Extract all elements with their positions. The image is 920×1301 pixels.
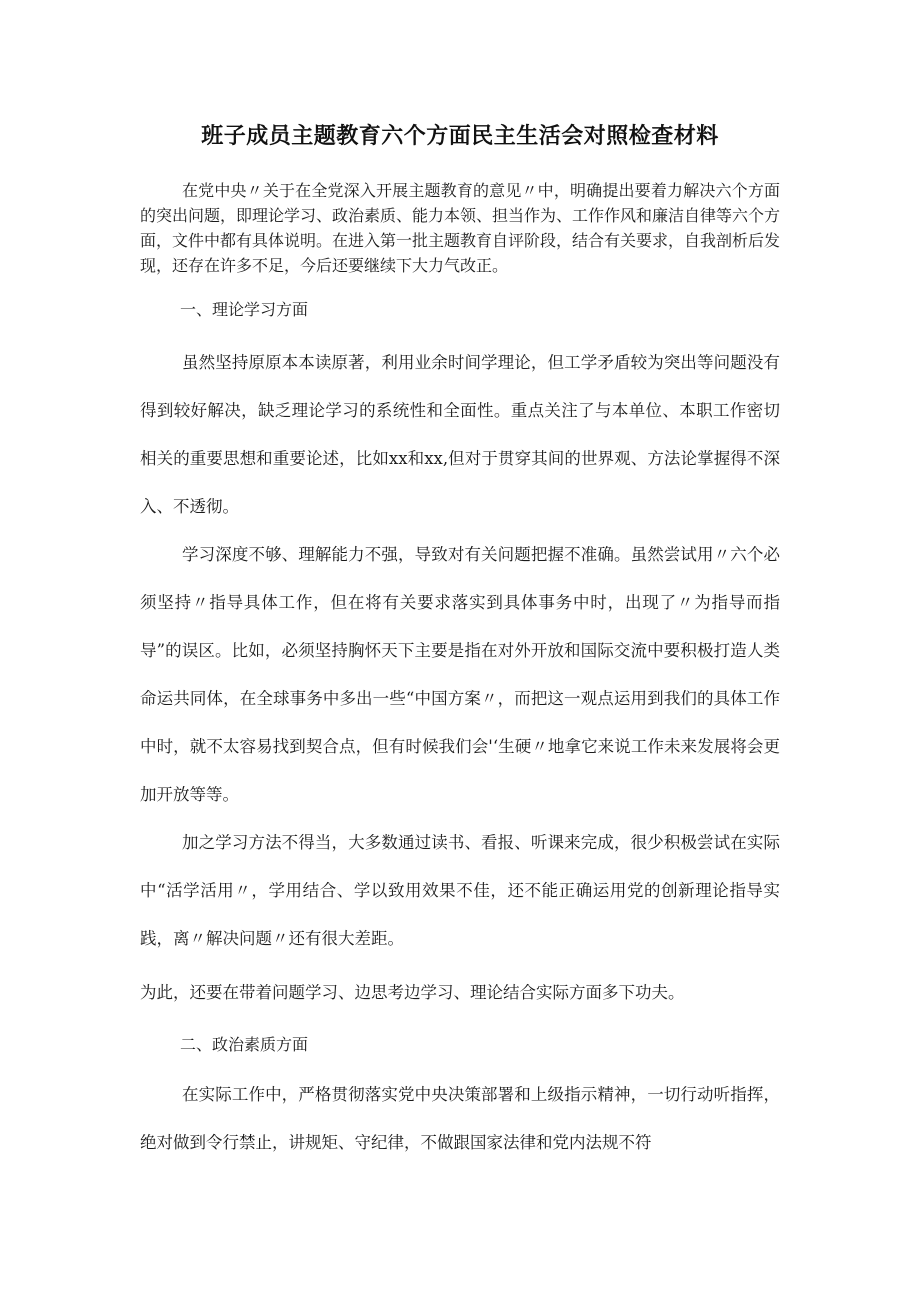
- body-paragraph: 学习深度不够、理解能力不强，导致对有关问题把握不准确。虽然尝试用〃六个必须坚持〃指导具体工作，但在将有关要求落实到具体事务中时，出现了〃为指导而指导”的误区。比如，必须坚持胸怀天下主要是指在对外开放和国际交流中要积极打造人类命运共同体，在全球事务中多出一些“中国方案〃，而把这一观点运用到我们的具体工作中时，就不太容易找到契合点，但有时候我们会'‘生硬〃地拿它来说工作未来发展将会更加开放等等。: [140, 545, 780, 804]
- body-paragraph: 加之学习方法不得当，大多数通过读书、看报、听课来完成，很少积极尝试在实际中“活学活用〃，学用结合、学以致用效果不佳，还不能正确运用党的创新理论指导实践，离〃解决问题〃还有很大差距。: [140, 833, 780, 948]
- section-heading-theory-study: 一、理论学习方面: [180, 300, 309, 319]
- body-paragraph: 在实际工作中，严格贯彻落实党中央决策部署和上级指示精神，一切行动听指挥，绝对做到令行禁止，讲规矩、守纪律，不做跟国家法律和党内法规不符: [140, 1085, 780, 1152]
- intro-paragraph: 在党中央〃关于在全党深入开展主题教育的意见〃中，明确提出要着力解决六个方面的突出问题，即理论学习、政治素质、能力本领、担当作为、工作作风和廉洁自律等六个方面，文件中都有具体说明。在进入第一批主题教育自评阶段，结合有关要求，自我剖析后发现，还存在许多不足，今后还要继续下大力气改正。: [140, 181, 781, 275]
- body-paragraph: 虽然坚持原原本本读原著，利用业余时间学理论，但工学矛盾较为突出等问题没有得到较好解决，缺乏理论学习的系统性和全面性。重点关注了与本单位、本职工作密切相关的重要思想和重要论述，比如xx和xx,但对于贯穿其间的世界观、方法论掌握得不深入、不透彻。: [140, 353, 780, 516]
- document-title: 班子成员主题教育六个方面民主生活会对照检查材料: [201, 124, 719, 149]
- section-conclusion: 为此，还要在带着问题学习、边思考边学习、理论结合实际方面多下功夫。: [140, 983, 685, 1002]
- section-heading-political-quality: 二、政治素质方面: [180, 1035, 309, 1054]
